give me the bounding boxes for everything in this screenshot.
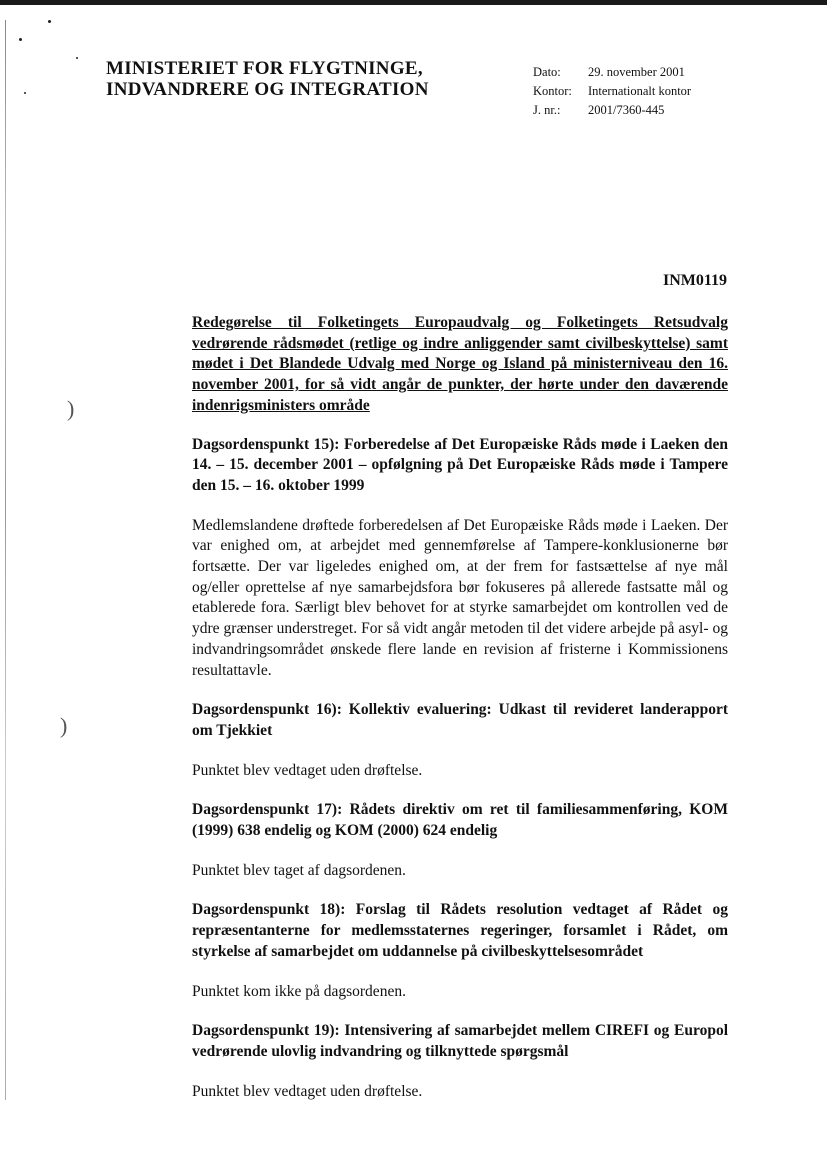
agenda-item-body-19: Punktet blev vedtaget uden drøftelse. (192, 1082, 423, 1100)
scan-speck (76, 57, 78, 59)
meta-value-date: 29. november 2001 (588, 65, 685, 79)
scan-mark: ) (60, 713, 68, 738)
ministry-name-line1: MINISTERIET FOR FLYGTNINGE, (106, 58, 423, 79)
ministry-name (106, 58, 429, 100)
document-metadata (533, 63, 691, 120)
agenda-item-body-16: Punktet blev vedtaget uden drøftelse. (192, 761, 423, 779)
agenda-item-heading-16: Dagsordenspunkt 16): Kollektiv evaluering: Udkast til revideret landerapport om Tjekkiet (192, 701, 728, 739)
scan-speck (48, 20, 51, 23)
meta-value-journal: 2001/7360-445 (588, 103, 665, 117)
meta-value-office: Internationalt kontor (588, 84, 692, 98)
agenda-item-heading-15: Dagsordenspunkt 15): Forberedelse af Det Europæiske Råds møde i Laeken den 14. – 15. december 2001 – opfølgning på Det Europæiske Råds møde i Tampere den 15. – 16. oktober 1999 (192, 435, 728, 494)
meta-label-journal: J. nr.: (533, 103, 561, 117)
meta-row-date (533, 63, 691, 82)
meta-label-office: Kontor: (533, 84, 572, 98)
scan-speck (19, 38, 22, 41)
scan-mark: ) (67, 396, 75, 421)
meta-row-journal (533, 101, 691, 120)
meta-label-date: Dato: (533, 65, 561, 79)
agenda-item-heading-19: Dagsordenspunkt 19): Intensivering af samarbejdet mellem CIREFI og Europol vedrørende ulovlig indvandring og tilknyttede spørgsmål (192, 1022, 728, 1060)
scan-speck (24, 92, 26, 94)
ministry-name-line2: INDVANDRERE OG INTEGRATION (106, 79, 429, 100)
meta-row-office (533, 82, 691, 101)
agenda-item-body-18: Punktet kom ikke på dagsordenen. (192, 982, 406, 1000)
document-code: INM0119 (663, 272, 727, 289)
agenda-item-heading-17: Dagsordenspunkt 17): Rådets direktiv om ret til familiesammenføring, KOM (1999) 638 endelig og KOM (2000) 624 endelig (192, 801, 728, 840)
scan-left-edge (5, 20, 6, 1100)
agenda-item-body-17: Punktet blev taget af dagsordenen. (192, 861, 406, 879)
scan-top-edge (0, 0, 827, 5)
agenda-item-body-15: Medlemslandene drøftede forberedelsen af Det Europæiske Råds møde i Laeken. Der var enighed om, at arbejdet med gennemførelse af Tampere-konklusionerne bør fortsætte. Der var ligeledes enighed om, at der frem for fastsættelse af nye mål og/eller oprettelse af nye samarbejdsfora bør fokuseres på allerede fastsatte mål og etablerede fora. Særligt blev behovet for at styrke samarbejdet om kontrollen ved de ydre grænser understreget. For så vidt angår metoden til det videre arbejde på asyl- og indvandringsområdet ønskede flere lande en revision af fristerne i Kommissionens resultattavle. (192, 516, 728, 679)
document-body (192, 313, 728, 1121)
agenda-item-heading-18: Dagsordenspunkt 18): Forslag til Rådets resolution vedtaget af Rådet og repræsentanterne for medlemsstaternes regeringer, forsamlet i Rådet, om styrkelse af samarbejdet om uddannelse på civilbeskyttelsesområdet (192, 901, 728, 960)
document-title: Redegørelse til Folketingets Europaudvalg og Folketingets Retsudvalg vedrørende rådsmødet (retlige og indre anliggender samt civilbeskyttelse) samt mødet i Det Blandede Udvalg med Norge og Island på ministerniveau den 16. november 2001, for så vidt angår de punkter, der hørte under den daværende indenrigsministers område (192, 314, 728, 414)
